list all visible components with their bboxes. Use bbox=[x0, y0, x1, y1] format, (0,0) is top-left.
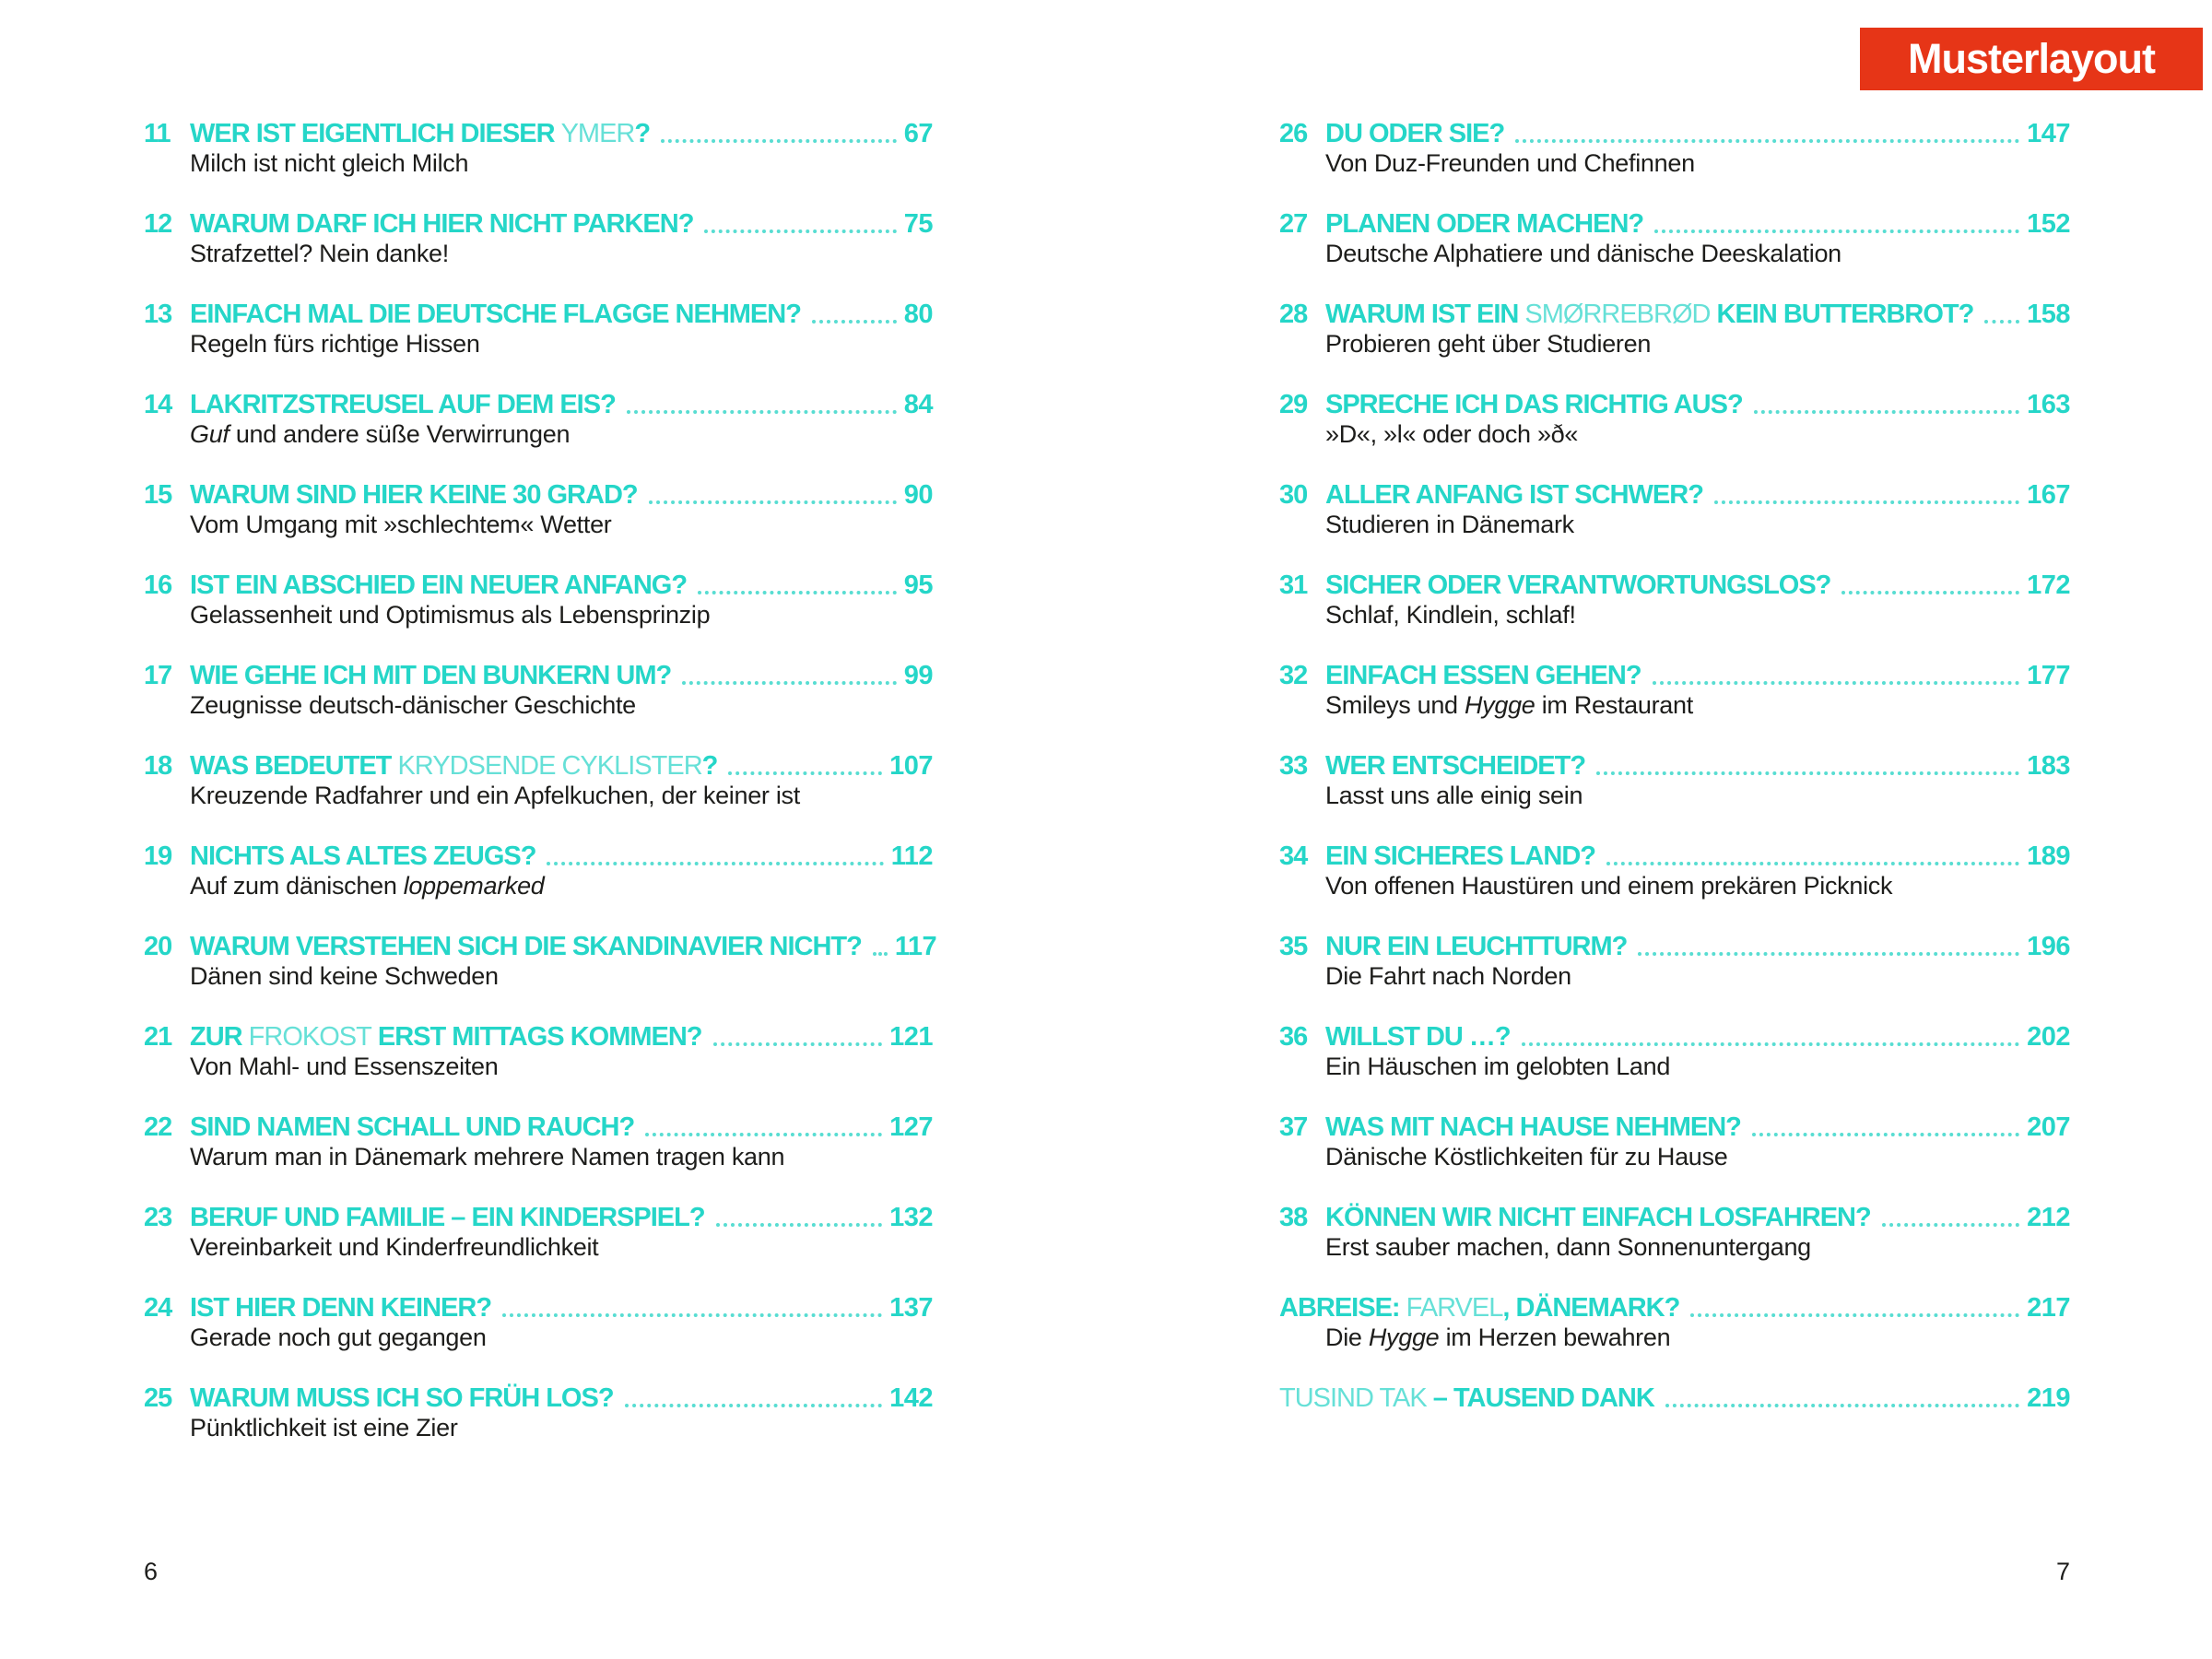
musterlayout-banner bbox=[1860, 28, 2203, 90]
chapter-page-number: 117 bbox=[894, 932, 937, 961]
chapter-number: 19 bbox=[144, 841, 172, 871]
chapter-page-number: 112 bbox=[890, 841, 933, 871]
chapter-subtitle-segment: Guf bbox=[190, 420, 229, 448]
toc-column-left bbox=[144, 118, 937, 1473]
chapter-number: 29 bbox=[1279, 390, 1308, 419]
chapter-title-line bbox=[1325, 299, 2070, 330]
chapter-title-line bbox=[1325, 479, 2070, 511]
chapter-title bbox=[190, 479, 638, 511]
chapter-subtitle bbox=[190, 240, 933, 267]
toc-column-right bbox=[1279, 118, 2070, 1445]
chapter-title-line bbox=[1325, 1202, 2070, 1233]
dot-leader bbox=[1665, 1404, 2019, 1407]
chapter-title-line bbox=[190, 931, 937, 962]
chapter-title-segment: IST EIN ABSCHIED EIN NEUER ANFANG? bbox=[190, 571, 688, 600]
chapter-subtitle-segment: Von Duz-Freunden und Chefinnen bbox=[1325, 149, 1695, 177]
chapter-title bbox=[190, 570, 687, 601]
toc-entry bbox=[144, 841, 933, 900]
chapter-title bbox=[1325, 1202, 1871, 1233]
dot-leader bbox=[661, 139, 897, 143]
chapter-number: 20 bbox=[144, 932, 172, 961]
chapter-title bbox=[190, 750, 717, 782]
chapter-page-number: 84 bbox=[903, 390, 933, 419]
chapter-subtitle bbox=[190, 1143, 933, 1171]
toc-entry bbox=[1279, 750, 2070, 809]
chapter-subtitle bbox=[1325, 1324, 2070, 1351]
chapter-title-segment: , DÄNEMARK? bbox=[1502, 1293, 1680, 1323]
folio-right: 7 bbox=[2055, 1558, 2070, 1585]
chapter-subtitle-segment: Erst sauber machen, dann Sonnenuntergang bbox=[1325, 1233, 1811, 1261]
toc-entry bbox=[144, 750, 933, 809]
dot-leader bbox=[625, 1404, 883, 1407]
dot-leader bbox=[873, 952, 888, 956]
chapter-title-line bbox=[1279, 1292, 2070, 1324]
chapter-number: 18 bbox=[144, 751, 172, 781]
chapter-subtitle-segment: Ein Häuschen im gelobten Land bbox=[1325, 1053, 1671, 1080]
chapter-page-number: 163 bbox=[2027, 390, 2070, 419]
chapter-number: 32 bbox=[1279, 661, 1308, 690]
chapter-subtitle bbox=[1325, 1053, 2070, 1080]
chapter-subtitle-segment: Regeln fürs richtige Hissen bbox=[190, 330, 480, 358]
chapter-number: 23 bbox=[144, 1203, 172, 1232]
chapter-title-segment: YMER bbox=[560, 119, 635, 148]
chapter-subtitle bbox=[1325, 691, 2070, 719]
chapter-title-segment: NICHTS ALS ALTES ZEUGS? bbox=[190, 841, 536, 871]
dot-leader bbox=[682, 681, 897, 685]
toc-entry bbox=[1279, 118, 2070, 177]
chapter-title bbox=[1279, 1292, 1679, 1324]
chapter-page-number: 132 bbox=[889, 1203, 933, 1232]
toc-entry bbox=[1279, 1382, 2070, 1414]
dot-leader bbox=[1596, 771, 2019, 775]
chapter-title-segment: EINFACH ESSEN GEHEN? bbox=[1325, 661, 1641, 690]
toc-entry bbox=[144, 660, 933, 719]
chapter-subtitle-segment: im Restaurant bbox=[1535, 691, 1693, 719]
chapter-subtitle-segment: Deutsche Alphatiere und dänische Deeskalation bbox=[1325, 240, 1841, 267]
chapter-title-line bbox=[190, 1382, 933, 1414]
chapter-title-segment: SMØRREBRØD bbox=[1524, 300, 1711, 329]
chapter-title bbox=[190, 389, 616, 420]
chapter-title-segment: ABREISE: bbox=[1279, 1293, 1406, 1323]
chapter-title-segment: PLANEN ODER MACHEN? bbox=[1325, 209, 1644, 239]
toc-entry bbox=[1279, 389, 2070, 448]
toc-entry bbox=[1279, 1021, 2070, 1080]
toc-entry bbox=[144, 389, 933, 448]
chapter-title-segment: WARUM IST EIN bbox=[1325, 300, 1525, 329]
chapter-page-number: 121 bbox=[889, 1022, 933, 1052]
chapter-subtitle-segment: Dänische Köstlichkeiten für zu Hause bbox=[1325, 1143, 1728, 1171]
dot-leader bbox=[713, 1042, 883, 1046]
chapter-title bbox=[190, 1382, 614, 1414]
toc-entry bbox=[1279, 660, 2070, 719]
dot-leader bbox=[728, 771, 882, 775]
chapter-subtitle bbox=[190, 330, 933, 358]
dot-leader bbox=[716, 1223, 883, 1227]
chapter-title bbox=[190, 931, 862, 962]
chapter-title-segment: NUR EIN LEUCHTTURM? bbox=[1325, 932, 1628, 961]
toc-entry bbox=[1279, 931, 2070, 990]
chapter-title-line bbox=[1325, 931, 2070, 962]
chapter-page-number: 147 bbox=[2027, 119, 2070, 148]
chapter-subtitle-segment: im Herzen bewahren bbox=[1439, 1324, 1671, 1351]
chapter-title-segment: ? bbox=[701, 751, 718, 781]
chapter-title-segment: ALLER ANFANG IST SCHWER? bbox=[1325, 480, 1703, 510]
chapter-title bbox=[1279, 1382, 1654, 1414]
chapter-title-line bbox=[190, 1021, 933, 1053]
chapter-number: 26 bbox=[1279, 119, 1308, 148]
chapter-title-segment: WAS BEDEUTET bbox=[190, 751, 398, 781]
chapter-title-segment: WARUM DARF ICH HIER NICHT PARKEN? bbox=[190, 209, 694, 239]
chapter-title-segment: DU ODER SIE? bbox=[1325, 119, 1505, 148]
chapter-title-segment: FROKOST bbox=[248, 1022, 371, 1052]
chapter-subtitle-segment: Schlaf, Kindlein, schlaf! bbox=[1325, 601, 1576, 629]
toc-entry bbox=[1279, 479, 2070, 538]
chapter-title-line bbox=[1325, 389, 2070, 420]
chapter-number: 38 bbox=[1279, 1203, 1308, 1232]
chapter-page-number: 219 bbox=[2027, 1383, 2070, 1413]
chapter-page-number: 80 bbox=[903, 300, 933, 329]
chapter-title bbox=[190, 660, 671, 691]
chapter-title-segment: LAKRITZSTREUSEL AUF DEM EIS? bbox=[190, 390, 616, 419]
chapter-title bbox=[1325, 1021, 1511, 1053]
chapter-title-segment: WAS MIT NACH HAUSE NEHMEN? bbox=[1325, 1112, 1741, 1142]
chapter-subtitle-segment: Vom Umgang mit »schlechtem« Wetter bbox=[190, 511, 612, 538]
chapter-title bbox=[1325, 479, 1703, 511]
chapter-subtitle-segment: Zeugnisse deutsch-dänischer Geschichte bbox=[190, 691, 636, 719]
dot-leader bbox=[547, 862, 883, 865]
chapter-title bbox=[1325, 1112, 1741, 1143]
chapter-title-line bbox=[190, 750, 933, 782]
chapter-title-segment: WER ENTSCHEIDET? bbox=[1325, 751, 1586, 781]
chapter-number: 37 bbox=[1279, 1112, 1308, 1142]
chapter-subtitle-segment: Die Fahrt nach Norden bbox=[1325, 962, 1571, 990]
toc-entry bbox=[144, 1021, 933, 1080]
toc-entry bbox=[1279, 1202, 2070, 1261]
chapter-title-line bbox=[190, 1112, 933, 1143]
toc-entry bbox=[1279, 208, 2070, 267]
toc-entry bbox=[144, 1382, 933, 1441]
chapter-title bbox=[190, 1021, 702, 1053]
chapter-number: 13 bbox=[144, 300, 172, 329]
chapter-page-number: 90 bbox=[903, 480, 933, 510]
chapter-subtitle bbox=[1325, 420, 2070, 448]
chapter-page-number: 189 bbox=[2027, 841, 2070, 871]
chapter-title-segment: EINFACH MAL DIE DEUTSCHE FLAGGE NEHMEN? bbox=[190, 300, 801, 329]
chapter-title bbox=[190, 118, 650, 149]
chapter-number: 12 bbox=[144, 209, 172, 239]
chapter-subtitle bbox=[1325, 872, 2070, 900]
chapter-page-number: 127 bbox=[889, 1112, 933, 1142]
toc-entry bbox=[144, 1202, 933, 1261]
chapter-number: 15 bbox=[144, 480, 172, 510]
chapter-title-line bbox=[1325, 570, 2070, 601]
dot-leader bbox=[1515, 139, 2019, 143]
chapter-title bbox=[190, 1112, 634, 1143]
chapter-title-line bbox=[190, 1292, 933, 1324]
chapter-subtitle bbox=[1325, 782, 2070, 809]
toc-entry bbox=[144, 570, 933, 629]
dot-leader bbox=[698, 591, 897, 594]
chapter-subtitle bbox=[190, 601, 933, 629]
dot-leader bbox=[1882, 1223, 2019, 1227]
chapter-subtitle bbox=[190, 1414, 933, 1441]
chapter-title-line bbox=[1325, 1112, 2070, 1143]
chapter-title-segment: EIN SICHERES LAND? bbox=[1325, 841, 1595, 871]
toc-entry bbox=[1279, 570, 2070, 629]
chapter-subtitle bbox=[190, 1233, 933, 1261]
chapter-subtitle bbox=[190, 1324, 933, 1351]
chapter-title-segment: TUSIND TAK bbox=[1279, 1383, 1433, 1413]
chapter-number: 28 bbox=[1279, 300, 1308, 329]
chapter-subtitle bbox=[190, 691, 933, 719]
chapter-page-number: 152 bbox=[2027, 209, 2070, 239]
chapter-page-number: 158 bbox=[2027, 300, 2070, 329]
chapter-subtitle bbox=[1325, 149, 2070, 177]
chapter-subtitle-segment: Lasst uns alle einig sein bbox=[1325, 782, 1583, 809]
chapter-subtitle-segment: Von Mahl- und Essenszeiten bbox=[190, 1053, 499, 1080]
dot-leader bbox=[1841, 591, 2019, 594]
toc-entry bbox=[144, 118, 933, 177]
chapter-subtitle-segment: Gelassenheit und Optimismus als Lebensprinzip bbox=[190, 601, 711, 629]
dot-leader bbox=[1638, 952, 2019, 956]
toc-entry bbox=[1279, 1112, 2070, 1171]
chapter-title-line bbox=[1325, 1021, 2070, 1053]
dot-leader bbox=[1653, 681, 2020, 685]
chapter-page-number: 177 bbox=[2027, 661, 2070, 690]
dot-leader bbox=[1690, 1313, 2019, 1317]
chapter-page-number: 167 bbox=[2027, 480, 2070, 510]
chapter-title bbox=[190, 1292, 491, 1324]
chapter-subtitle bbox=[190, 872, 933, 900]
chapter-subtitle-segment: Milch ist nicht gleich Milch bbox=[190, 149, 469, 177]
dot-leader bbox=[812, 320, 897, 324]
chapter-page-number: 67 bbox=[903, 119, 933, 148]
chapter-title-segment: WER IST EIGENTLICH DIESER bbox=[190, 119, 561, 148]
chapter-title-segment: SPRECHE ICH DAS RICHTIG AUS? bbox=[1325, 390, 1743, 419]
chapter-number: 36 bbox=[1279, 1022, 1308, 1052]
chapter-subtitle bbox=[190, 149, 933, 177]
chapter-title-line bbox=[190, 389, 933, 420]
chapter-subtitle-segment: Vereinbarkeit und Kinderfreundlichkeit bbox=[190, 1233, 599, 1261]
chapter-title-line bbox=[190, 299, 933, 330]
chapter-title-segment: IST HIER DENN KEINER? bbox=[190, 1293, 492, 1323]
chapter-number: 16 bbox=[144, 571, 172, 600]
chapter-title-line bbox=[190, 841, 933, 872]
chapter-title-segment: FARVEL bbox=[1406, 1293, 1503, 1323]
chapter-number: 21 bbox=[144, 1022, 172, 1052]
chapter-title-line bbox=[1325, 841, 2070, 872]
chapter-title-segment: SIND NAMEN SCHALL UND RAUCH? bbox=[190, 1112, 635, 1142]
chapter-page-number: 95 bbox=[903, 571, 933, 600]
chapter-subtitle-segment: loppemarked bbox=[403, 872, 545, 900]
chapter-number: 25 bbox=[144, 1383, 172, 1413]
chapter-page-number: 99 bbox=[903, 661, 933, 690]
chapter-page-number: 212 bbox=[2027, 1203, 2070, 1232]
chapter-page-number: 75 bbox=[903, 209, 933, 239]
toc-entry bbox=[144, 931, 937, 990]
chapter-subtitle-segment: Hygge bbox=[1368, 1324, 1440, 1351]
dot-leader bbox=[1984, 320, 2019, 324]
dot-leader bbox=[1654, 229, 2019, 233]
chapter-title-segment: WARUM MUSS ICH SO FRÜH LOS? bbox=[190, 1383, 614, 1413]
chapter-subtitle bbox=[1325, 511, 2070, 538]
chapter-title-segment: ERST MITTAGS KOMMEN? bbox=[371, 1022, 702, 1052]
chapter-title-line bbox=[1325, 660, 2070, 691]
toc-entry bbox=[1279, 1292, 2070, 1351]
chapter-title-line bbox=[190, 570, 933, 601]
chapter-title-segment: KRYDSENDE CYKLISTER bbox=[397, 751, 702, 781]
chapter-title bbox=[1325, 208, 1643, 240]
chapter-title bbox=[1325, 750, 1585, 782]
toc-entry bbox=[1279, 841, 2070, 900]
chapter-subtitle bbox=[190, 962, 933, 990]
chapter-subtitle-segment: Hygge bbox=[1464, 691, 1535, 719]
chapter-subtitle bbox=[190, 782, 933, 809]
chapter-subtitle-segment: Pünktlichkeit ist eine Zier bbox=[190, 1414, 458, 1441]
chapter-title bbox=[1325, 841, 1595, 872]
toc-entry bbox=[144, 299, 933, 358]
chapter-title-segment: KÖNNEN WIR NICHT EINFACH LOSFAHREN? bbox=[1325, 1203, 1871, 1232]
chapter-title-line bbox=[190, 1202, 933, 1233]
chapter-subtitle bbox=[1325, 1143, 2070, 1171]
chapter-number: 33 bbox=[1279, 751, 1308, 781]
chapter-page-number: 183 bbox=[2027, 751, 2070, 781]
folio-left: 6 bbox=[144, 1558, 159, 1585]
chapter-subtitle bbox=[1325, 1233, 2070, 1261]
chapter-title bbox=[1325, 118, 1504, 149]
chapter-subtitle-segment: Smileys und bbox=[1325, 691, 1465, 719]
chapter-subtitle-segment: Probieren geht über Studieren bbox=[1325, 330, 1652, 358]
dot-leader bbox=[1522, 1042, 2019, 1046]
chapter-number: 24 bbox=[144, 1293, 172, 1323]
dot-leader bbox=[1606, 862, 2019, 865]
chapter-number: 34 bbox=[1279, 841, 1308, 871]
toc-entry bbox=[1279, 299, 2070, 358]
chapter-subtitle-segment: Die bbox=[1325, 1324, 1369, 1351]
chapter-subtitle bbox=[1325, 962, 2070, 990]
chapter-title-line bbox=[1279, 1382, 2070, 1414]
chapter-page-number: 107 bbox=[889, 751, 933, 781]
chapter-subtitle-segment: »D«, »l« oder doch »ð« bbox=[1325, 420, 1579, 448]
dot-leader bbox=[1714, 500, 2019, 504]
chapter-subtitle-segment: Strafzettel? Nein danke! bbox=[190, 240, 449, 267]
toc-entry bbox=[144, 1112, 933, 1171]
chapter-subtitle-segment: Gerade noch gut gegangen bbox=[190, 1324, 487, 1351]
chapter-title bbox=[1325, 389, 1743, 420]
chapter-title-line bbox=[1325, 208, 2070, 240]
chapter-page-number: 142 bbox=[889, 1383, 933, 1413]
chapter-title bbox=[190, 299, 801, 330]
chapter-subtitle bbox=[1325, 240, 2070, 267]
chapter-title-segment: KEIN BUTTERBROT? bbox=[1710, 300, 1974, 329]
chapter-number: 22 bbox=[144, 1112, 172, 1142]
chapter-title-line bbox=[190, 660, 933, 691]
chapter-subtitle bbox=[1325, 330, 2070, 358]
chapter-title-line bbox=[190, 208, 933, 240]
chapter-title-segment: WARUM VERSTEHEN SICH DIE SKANDINAVIER NICHT? bbox=[190, 932, 862, 961]
toc-entry bbox=[144, 479, 933, 538]
chapter-page-number: 207 bbox=[2027, 1112, 2070, 1142]
chapter-page-number: 202 bbox=[2027, 1022, 2070, 1052]
chapter-title-segment: – TAUSEND DANK bbox=[1432, 1383, 1654, 1413]
chapter-title-segment: WARUM SIND HIER KEINE 30 GRAD? bbox=[190, 480, 638, 510]
chapter-title bbox=[1325, 570, 1830, 601]
chapter-number: 30 bbox=[1279, 480, 1308, 510]
chapter-number: 11 bbox=[144, 119, 171, 148]
chapter-title-segment: ? bbox=[634, 119, 651, 148]
chapter-subtitle bbox=[190, 420, 933, 448]
chapter-title-segment: SICHER ODER VERANTWORTUNGSLOS? bbox=[1325, 571, 1831, 600]
dot-leader bbox=[649, 500, 897, 504]
chapter-title-line bbox=[1325, 750, 2070, 782]
chapter-page-number: 196 bbox=[2027, 932, 2070, 961]
chapter-title-segment: WIE GEHE ICH MIT DEN BUNKERN UM? bbox=[190, 661, 672, 690]
dot-leader bbox=[645, 1133, 882, 1136]
chapter-number: 31 bbox=[1279, 571, 1308, 600]
chapter-title-segment: BERUF UND FAMILIE – EIN KINDERSPIEL? bbox=[190, 1203, 705, 1232]
chapter-subtitle-segment: Studieren in Dänemark bbox=[1325, 511, 1574, 538]
chapter-number: 14 bbox=[144, 390, 172, 419]
chapter-title bbox=[1325, 931, 1627, 962]
chapter-title-segment: WILLST DU …? bbox=[1325, 1022, 1511, 1052]
chapter-subtitle-segment: und andere süße Verwirrungen bbox=[229, 420, 571, 448]
chapter-title-segment: ZUR bbox=[190, 1022, 249, 1052]
chapter-page-number: 217 bbox=[2027, 1293, 2070, 1323]
chapter-title bbox=[190, 841, 535, 872]
chapter-number: 17 bbox=[144, 661, 172, 690]
chapter-subtitle-segment: Von offenen Haustüren und einem prekären Picknick bbox=[1325, 872, 1893, 900]
chapter-title bbox=[190, 208, 693, 240]
dot-leader bbox=[627, 410, 897, 414]
toc-entry bbox=[144, 208, 933, 267]
dot-leader bbox=[502, 1313, 882, 1317]
chapter-page-number: 137 bbox=[889, 1293, 933, 1323]
chapter-title bbox=[1325, 299, 1973, 330]
chapter-subtitle bbox=[1325, 601, 2070, 629]
chapter-subtitle bbox=[190, 511, 933, 538]
chapter-title bbox=[1325, 660, 1641, 691]
chapter-page-number: 172 bbox=[2027, 571, 2070, 600]
chapter-subtitle-segment: Auf zum dänischen bbox=[190, 872, 404, 900]
dot-leader bbox=[1754, 410, 2019, 414]
banner-label: Musterlayout bbox=[1907, 35, 2156, 82]
dot-leader bbox=[1752, 1133, 2019, 1136]
chapter-number: 35 bbox=[1279, 932, 1308, 961]
chapter-title-line bbox=[190, 479, 933, 511]
chapter-title bbox=[190, 1202, 705, 1233]
chapter-subtitle-segment: Warum man in Dänemark mehrere Namen tragen kann bbox=[190, 1143, 785, 1171]
chapter-number: 27 bbox=[1279, 209, 1308, 239]
chapter-title-line bbox=[190, 118, 933, 149]
chapter-title-line bbox=[1325, 118, 2070, 149]
dot-leader bbox=[704, 229, 896, 233]
chapter-subtitle bbox=[190, 1053, 933, 1080]
chapter-subtitle-segment: Kreuzende Radfahrer und ein Apfelkuchen, der keiner ist bbox=[190, 782, 800, 809]
toc-entry bbox=[144, 1292, 933, 1351]
chapter-subtitle-segment: Dänen sind keine Schweden bbox=[190, 962, 499, 990]
